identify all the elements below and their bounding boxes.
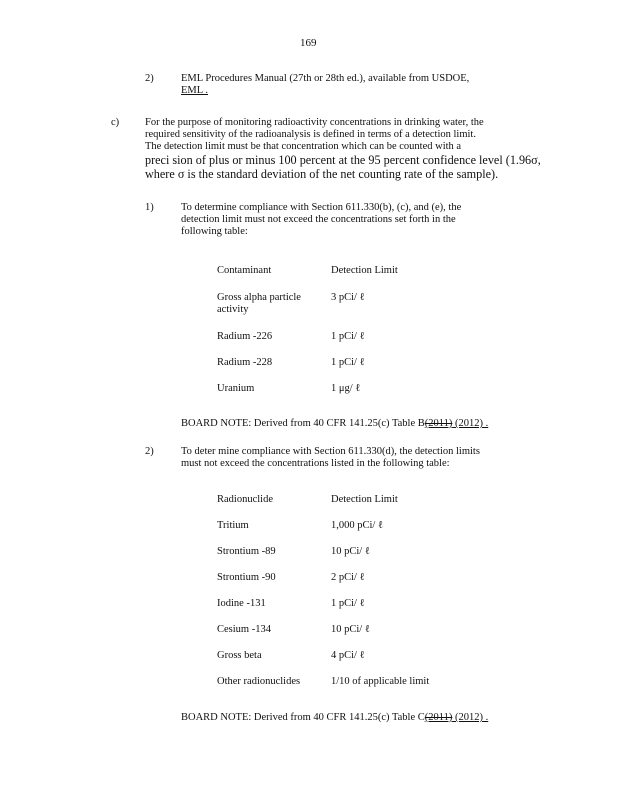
- item-b2-line1: EML Procedures Manual (27th or 28th ed.), available from USDOE,: [181, 73, 470, 84]
- table1-row-name: [217, 292, 301, 316]
- item-c1-line1: To determine compliance with Section 611.330(b), (c), and (e), the: [181, 202, 462, 213]
- table2-row-limit: 4 pCi/ ℓ: [331, 650, 365, 661]
- section-c-line5: where σ is the standard deviation of the net counting rate of the sample).: [145, 167, 499, 181]
- table2-row-limit: 1/10 of applicable limit: [331, 676, 430, 687]
- table1-row-name-line1: Gross alpha particle: [217, 292, 301, 303]
- table1-row-name-line2: activity: [217, 304, 249, 315]
- board-note-1-end: .: [483, 418, 489, 429]
- table2-row-name: Strontium -90: [217, 572, 276, 583]
- section-c-line4: preci sion of plus or minus 100 percent at the 95 percent confidence level (1.96σ,: [145, 153, 541, 167]
- section-c-line3: The detection limit must be that concentration which can be counted with a: [145, 141, 462, 152]
- table1-header-contaminant: Contaminant: [217, 265, 272, 276]
- item-c1-line2: detection limit must not exceed the concentrations set forth in the: [181, 214, 456, 225]
- table1-row-limit: 3 pCi/ ℓ: [331, 292, 365, 303]
- item-c1-number: 1): [145, 202, 154, 213]
- table2-row-name: Tritium: [217, 520, 249, 531]
- table1-row-name: Radium -226: [217, 331, 273, 342]
- section-c-text: [145, 117, 541, 181]
- item-c2-number: 2): [145, 446, 154, 457]
- table1-header-limit: Detection Limit: [331, 265, 398, 276]
- board-note-2-end: .: [483, 712, 489, 723]
- board-note-2-text: BOARD NOTE: Derived from 40 CFR 141.25(c) Table C: [181, 712, 425, 723]
- table2-header-radionuclide: Radionuclide: [217, 494, 273, 505]
- table2-header-limit: Detection Limit: [331, 494, 398, 505]
- section-c-line1: For the purpose of monitoring radioactivity concentrations in drinking water, the: [145, 117, 484, 128]
- table2-row-limit: 10 pCi/ ℓ: [331, 624, 370, 635]
- section-c-label: c): [111, 117, 120, 128]
- board-note-2: [181, 712, 488, 723]
- table2-row-name: Strontium -89: [217, 546, 276, 557]
- table2-row-name: Iodine -131: [217, 598, 266, 609]
- item-c1-text: [181, 202, 461, 238]
- table2-row-name: Other radionuclides: [217, 676, 301, 687]
- table2-row-name: Cesium -134: [217, 624, 271, 635]
- item-b2-line2: EML .: [181, 85, 209, 96]
- item-c2-text: [181, 446, 480, 470]
- table2-row-limit: 1,000 pCi/ ℓ: [331, 520, 383, 531]
- table2-row-name: Gross beta: [217, 650, 262, 661]
- table1-row-limit: 1 pCi/ ℓ: [331, 357, 365, 368]
- table2-row-limit: 10 pCi/ ℓ: [331, 546, 370, 557]
- item-c2-line2: must not exceed the concentrations listed in the following table:: [181, 458, 450, 469]
- table1-row-name: Radium -228: [217, 357, 273, 368]
- table2-row-limit: 2 pCi/ ℓ: [331, 572, 365, 583]
- table1-row-limit: 1 μg/ ℓ: [331, 383, 361, 394]
- board-note-1-struck-year: (2011): [424, 418, 453, 429]
- item-c2-line1: To deter mine compliance with Section 611.330(d), the detection limits: [181, 446, 480, 457]
- board-note-1-new-year: (2012): [452, 418, 483, 429]
- table2-row-limit: 1 pCi/ ℓ: [331, 598, 365, 609]
- board-note-2-struck-year: (2011): [424, 712, 453, 723]
- table1-row-limit: 1 pCi/ ℓ: [331, 331, 365, 342]
- board-note-1-text: BOARD NOTE: Derived from 40 CFR 141.25(c) Table B: [181, 418, 425, 429]
- item-b2-number: 2): [145, 73, 154, 84]
- section-c-line2: required sensitivity of the radioanalysis is defined in terms of a detection limit.: [145, 129, 476, 140]
- table1-row-name: Uranium: [217, 383, 255, 394]
- item-c1-line3: following table:: [181, 226, 248, 237]
- board-note-1: [181, 418, 488, 429]
- item-b2-text: [181, 73, 469, 97]
- page-number: 169: [300, 37, 317, 49]
- board-note-2-new-year: (2012): [452, 712, 483, 723]
